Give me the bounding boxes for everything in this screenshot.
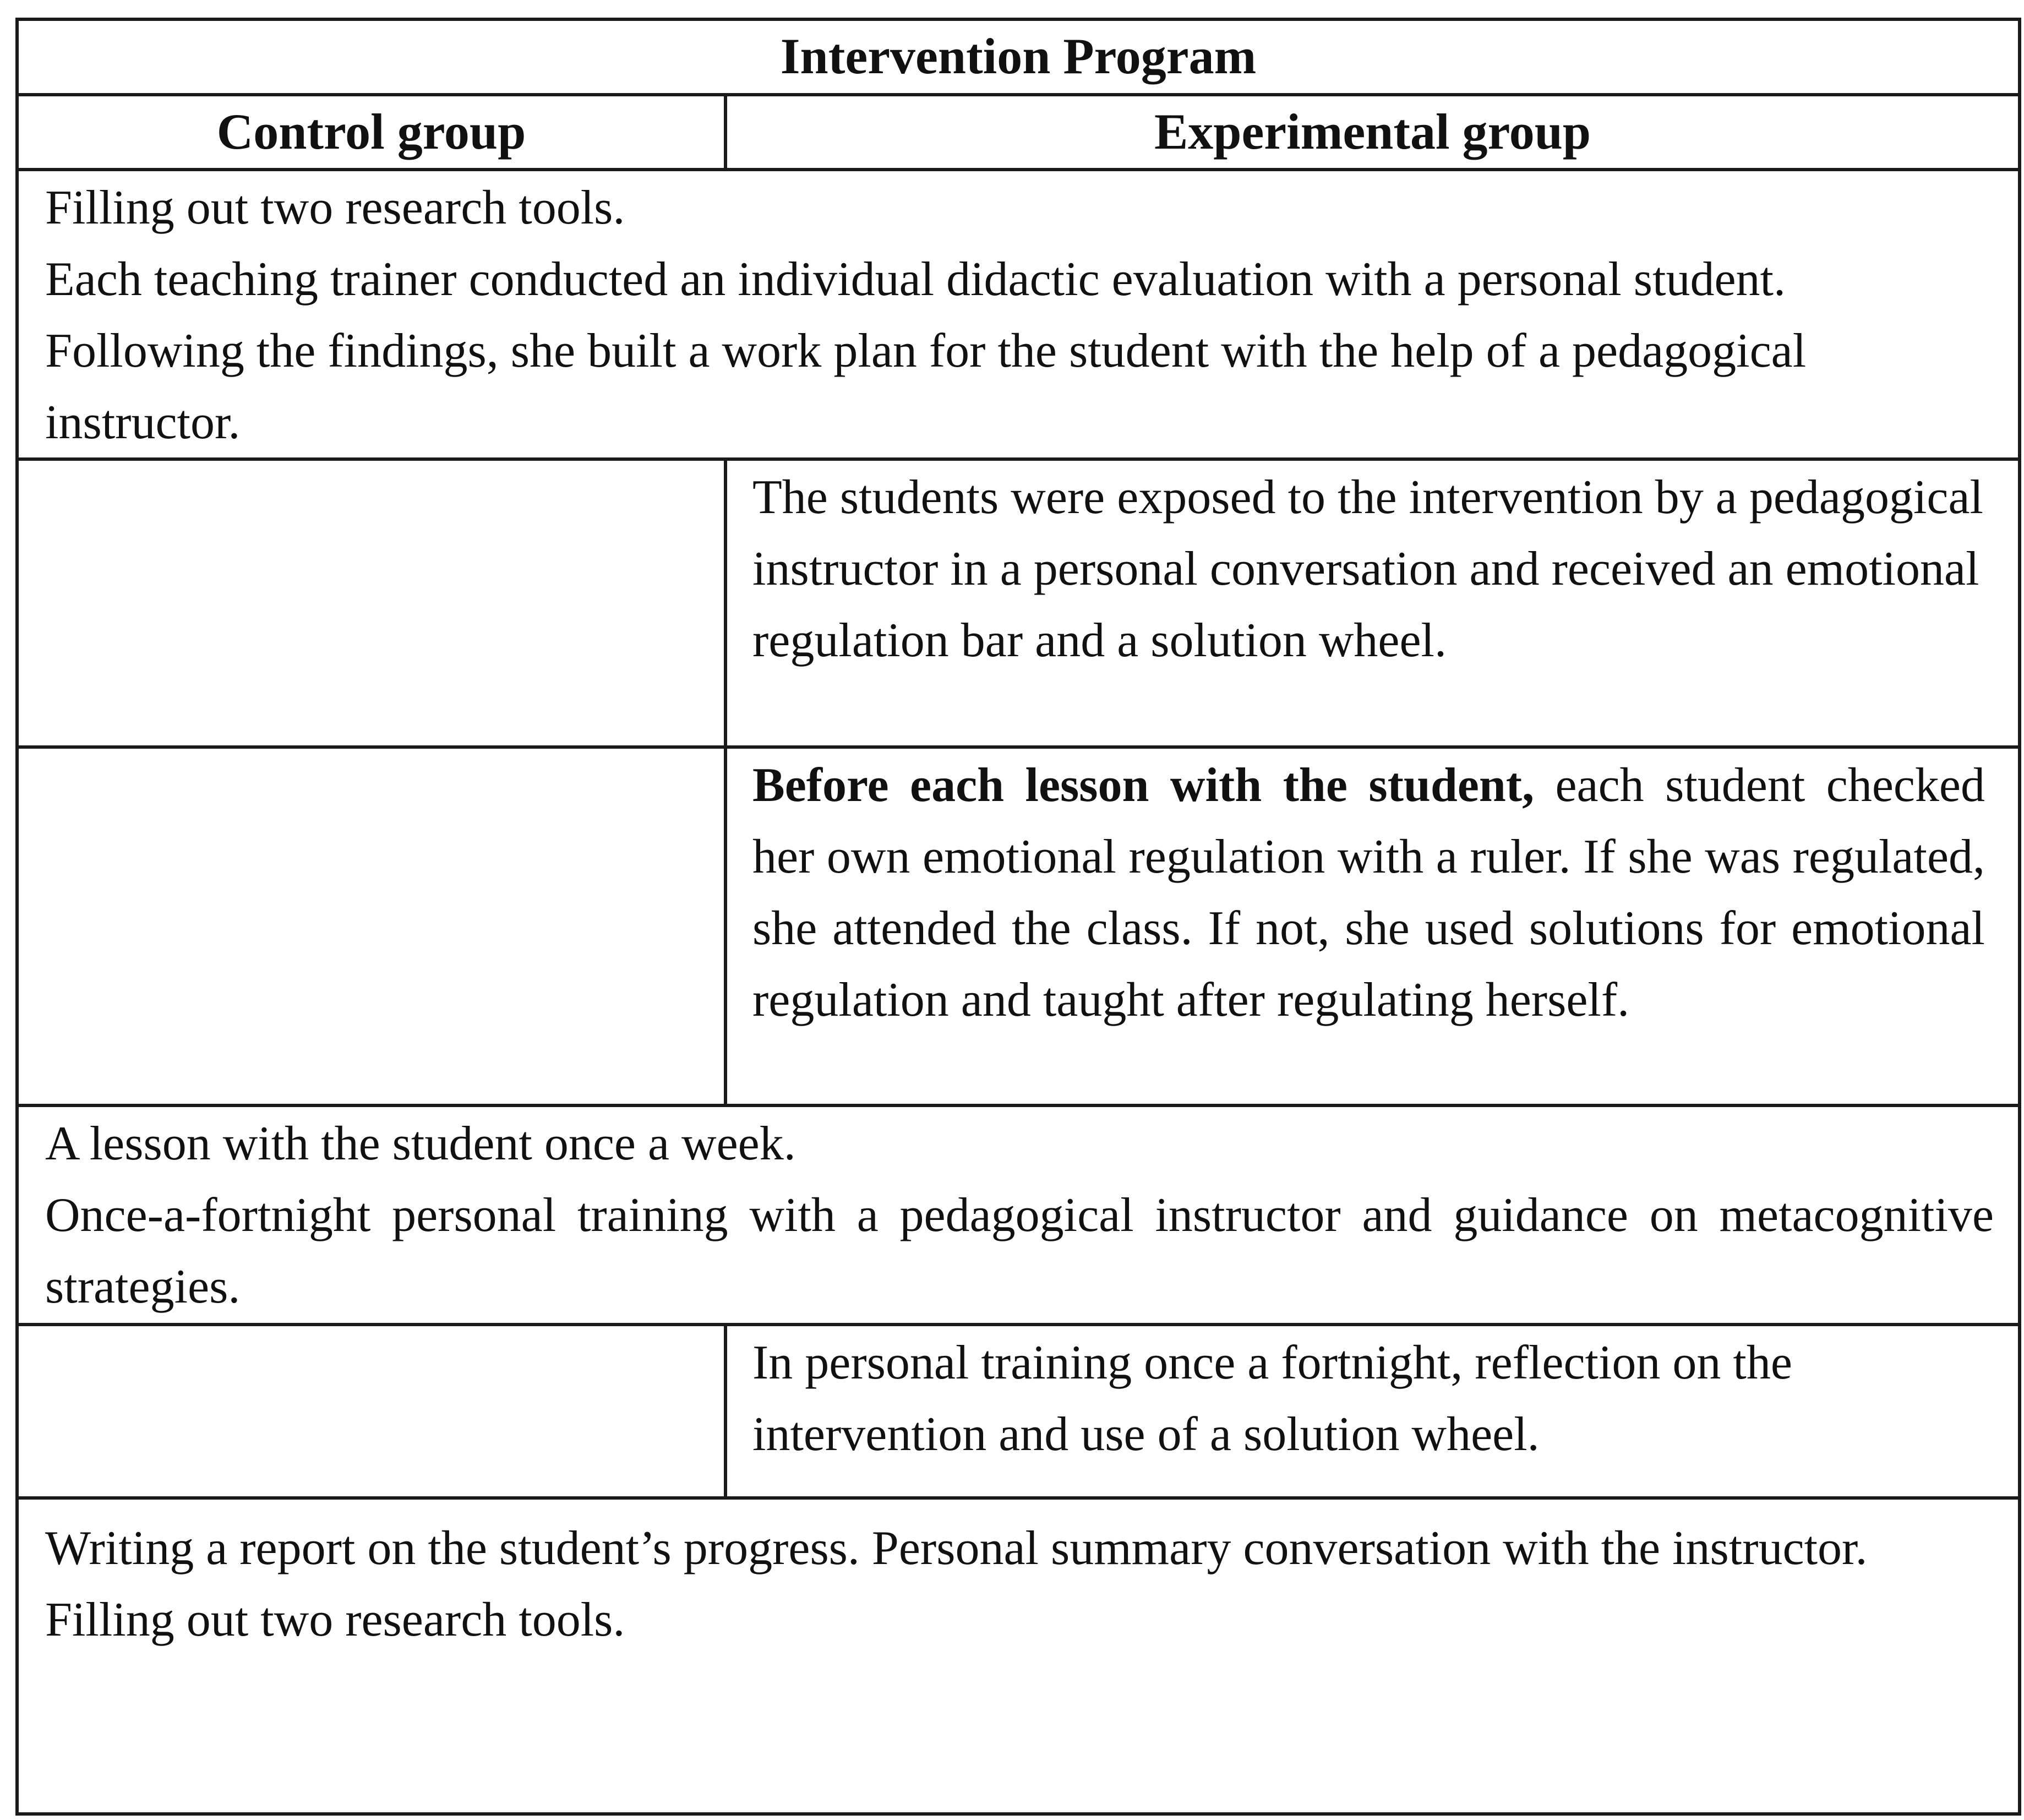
row5-text: In personal training once a fortnight, reflection on the intervention and use of a solution wheel. (752, 1336, 1792, 1461)
shared-cell (19, 171, 2018, 457)
shared-cell (19, 1500, 2018, 1812)
row6-line1: Writing a report on the student’s progress. Personal summary conversation with the instructor. (45, 1522, 1868, 1575)
row3-rest: each student checked her own emotional regulation with a ruler. If she was regulated, she attended the class. If not, she used solutions for emotional regulation and taught after regulating herself. (752, 759, 1985, 1027)
control-cell-empty (19, 461, 727, 745)
experimental-cell (727, 749, 2018, 1104)
row3-bold-lead: Before each lesson with the student, (752, 759, 1535, 812)
row3-text (752, 750, 1985, 1036)
control-cell-empty (19, 749, 727, 1104)
row4-line2: Once-a-fortnight personal training with a pedagogical instructor and guidance on metacognitive strategies. (45, 1189, 1994, 1314)
shared-cell (19, 1107, 2018, 1323)
row1-line2: Each teaching trainer conducted an individual didactic evaluation with a personal student. Following the findings, she built a work plan for the student with the help of a pedagogical instructor. (45, 253, 1807, 449)
column-header-control: Control group (19, 96, 727, 168)
row2-text: The students were exposed to the intervention by a pedagogical instructor in a personal conversation and received an emotional regulation bar and a solution wheel. (752, 471, 1983, 667)
row1-line1: Filling out two research tools. (45, 181, 625, 235)
column-header-experimental: Experimental group (1154, 103, 1591, 160)
row6-line2: Filling out two research tools. (45, 1593, 625, 1647)
experimental-cell (727, 1326, 2018, 1496)
table-row-intervention-exposure (19, 461, 2018, 749)
table-row-weekly-lesson (19, 1107, 2018, 1326)
table-title: Intervention Program (780, 28, 1257, 84)
row4-line1: A lesson with the student once a week. (45, 1117, 796, 1170)
column-header-row (19, 96, 2018, 171)
table-title-row (19, 21, 2018, 96)
table-row-reflection (19, 1326, 2018, 1500)
experimental-cell (727, 461, 2018, 745)
table-row-summary (19, 1500, 2018, 1812)
control-cell-empty (19, 1326, 727, 1496)
intervention-program-table (15, 18, 2021, 1816)
table-row-before-lesson (19, 749, 2018, 1107)
table-row-research-tools (19, 171, 2018, 461)
